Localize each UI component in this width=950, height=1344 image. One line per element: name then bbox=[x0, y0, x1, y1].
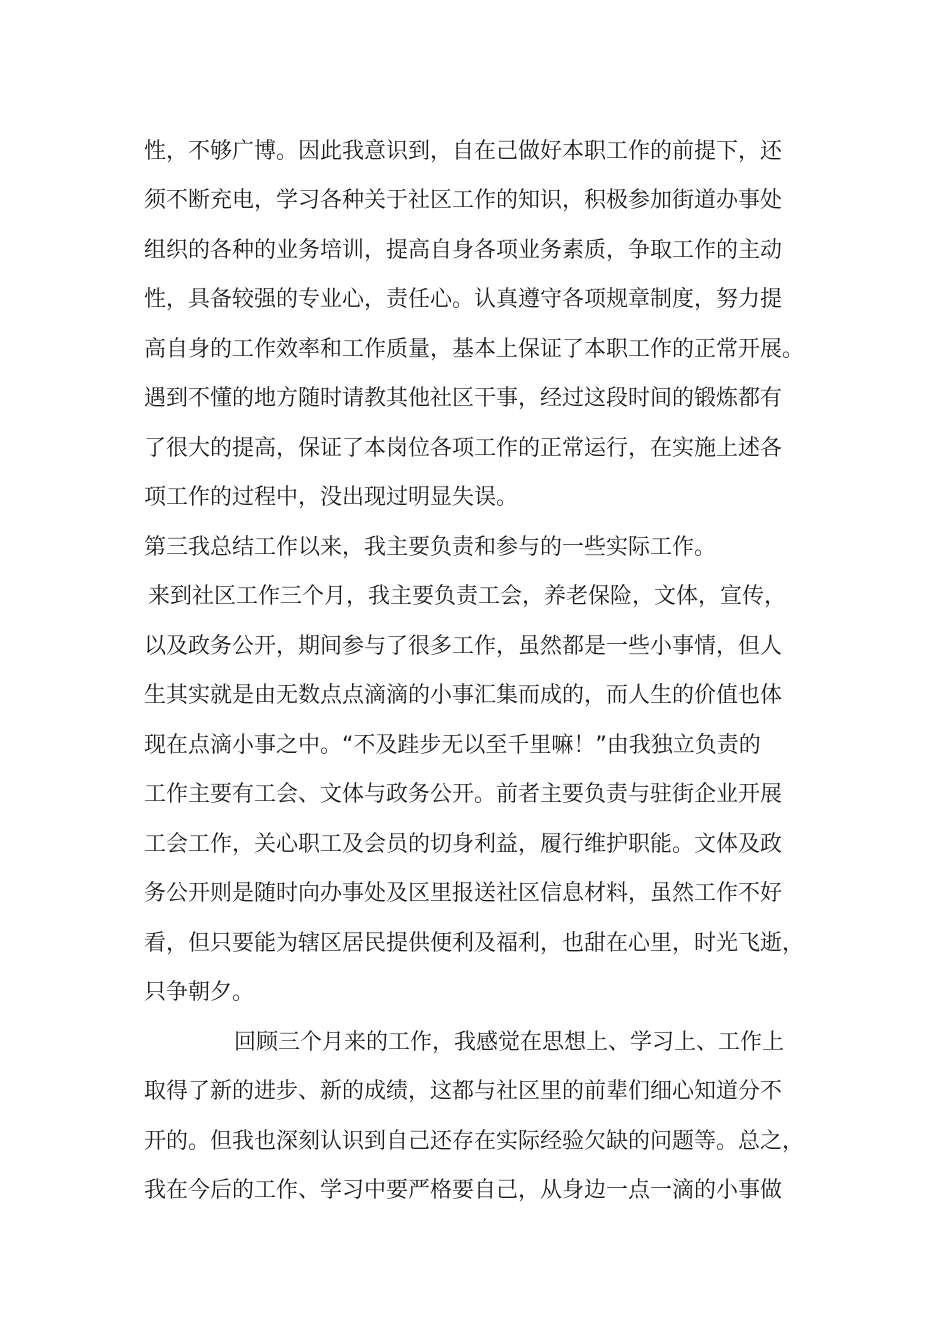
text-line: 看，但只要能为辖区居民提供便利及福利，也甜在心里，时光飞逝， bbox=[144, 931, 805, 956]
text-line: 取得了新的进步、新的成绩，这都与社区里的前辈们细心知道分不 bbox=[144, 1079, 783, 1104]
text-line: 了很大的提高，保证了本岗位各项工作的正常运行，在实施上述各 bbox=[144, 436, 783, 461]
text-line: 性，具备较强的专业心，责任心。认真遵守各项规章制度，努力提 bbox=[144, 287, 783, 312]
text-line: 工作主要有工会、文体与政务公开。前者主要负责与驻街企业开展 bbox=[144, 782, 783, 807]
text-line: 回顾三个月来的工作，我感觉在思想上、学习上、工作上 bbox=[234, 1030, 785, 1055]
text-line: 现在点滴小事之中。“不及跬步无以至千里嘛！”由我独立负责的 bbox=[144, 733, 761, 758]
text-line: 生其实就是由无数点点滴滴的小事汇集而成的，而人生的价值也体 bbox=[144, 683, 783, 708]
text-line: 高自身的工作效率和工作质量，基本上保证了本职工作的正常开展。 bbox=[144, 337, 805, 362]
text-line: 来到社区工作三个月，我主要负责工会，养老保险，文体，宣传， bbox=[148, 584, 787, 609]
text-line: 工会工作，关心职工及会员的切身利益，履行维护职能。文体及政 bbox=[144, 832, 783, 857]
text-line: 组织的各种的业务培训，提高自身各项业务素质，争取工作的主动 bbox=[144, 238, 783, 263]
text-line: 项工作的过程中，没出现过明显失误。 bbox=[144, 485, 519, 510]
text-line: 须不断充电，学习各种关于社区工作的知识，积极参加街道办事处 bbox=[144, 188, 783, 213]
text-line: 性，不够广博。因此我意识到，自在己做好本职工作的前提下，还 bbox=[144, 139, 783, 164]
text-line: 第三我总结工作以来，我主要负责和参与的一些实际工作。 bbox=[144, 535, 717, 560]
text-line: 只争朝夕。 bbox=[144, 980, 255, 1005]
text-line: 开的。但我也深刻认识到自己还存在实际经验欠缺的问题等。总之， bbox=[144, 1129, 805, 1154]
text-line: 务公开则是随时向办事处及区里报送社区信息材料，虽然工作不好 bbox=[144, 881, 783, 906]
text-line: 遇到不懂的地方随时请教其他社区干事，经过这段时间的锻炼都有 bbox=[144, 386, 783, 411]
text-line: 以及政务公开，期间参与了很多工作，虽然都是一些小事情，但人 bbox=[144, 634, 783, 659]
text-line: 我在今后的工作、学习中要严格要自己，从身边一点一滴的小事做 bbox=[144, 1178, 783, 1203]
